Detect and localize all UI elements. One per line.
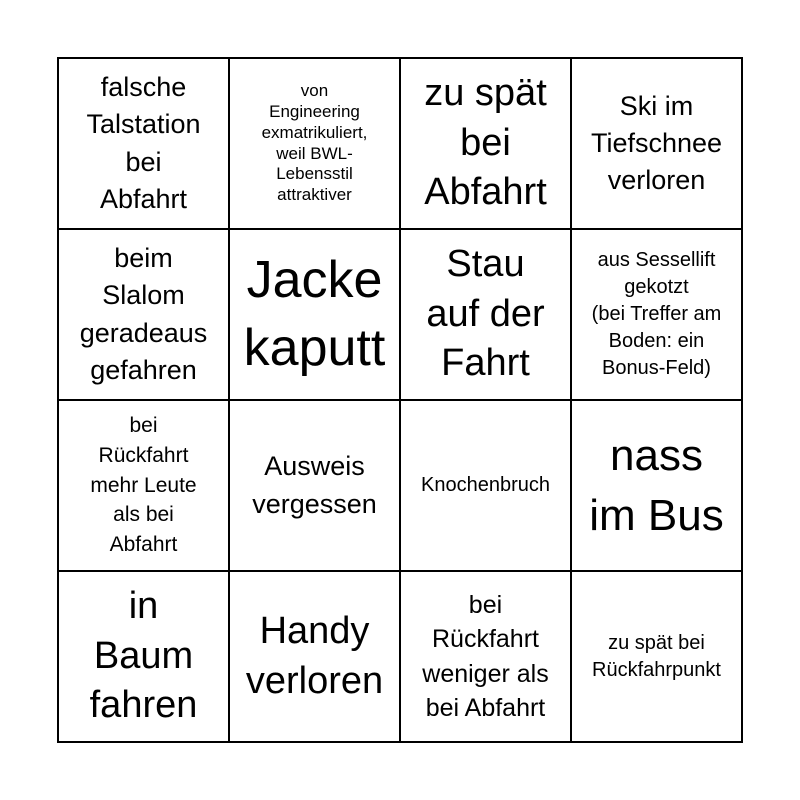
bingo-cell[interactable] bbox=[230, 230, 401, 401]
cell-text: nass im Bus bbox=[589, 430, 724, 540]
bingo-cell[interactable] bbox=[59, 230, 230, 401]
bingo-cell[interactable] bbox=[59, 401, 230, 572]
cell-text: Knochenbruch bbox=[421, 474, 550, 496]
cell-text: zu spät bei Abfahrt bbox=[424, 71, 547, 214]
bingo-cell[interactable] bbox=[572, 230, 743, 401]
cell-text: falsche Talstation bei Abfahrt bbox=[86, 72, 201, 214]
bingo-cell[interactable] bbox=[59, 59, 230, 230]
bingo-cell[interactable] bbox=[401, 401, 572, 572]
bingo-cell[interactable] bbox=[401, 59, 572, 230]
bingo-cell[interactable] bbox=[572, 401, 743, 572]
cell-text: bei Rückfahrt mehr Leute als bei Abfahrt bbox=[90, 413, 197, 557]
bingo-cell[interactable] bbox=[59, 572, 230, 743]
cell-text: Stau auf der Fahrt bbox=[426, 242, 545, 385]
bingo-cell[interactable] bbox=[572, 59, 743, 230]
cell-text: Handy verloren bbox=[245, 609, 384, 702]
cell-text: von Engineering exmatrikuliert, weil BWL- Lebensstil attraktiver bbox=[261, 81, 368, 204]
cell-text: bei Rückfahrt weniger als bei Abfahrt bbox=[422, 590, 549, 722]
bingo-cell[interactable] bbox=[401, 572, 572, 743]
cell-text: aus Sessellift gekotzt (bei Treffer am Boden: ein Bonus-Feld) bbox=[591, 249, 722, 379]
cell-text: Jacke kaputt bbox=[243, 250, 386, 377]
bingo-cell[interactable] bbox=[230, 59, 401, 230]
bingo-cell[interactable] bbox=[230, 401, 401, 572]
bingo-cell[interactable] bbox=[572, 572, 743, 743]
cell-text: beim Slalom geradeaus gefahren bbox=[79, 243, 208, 385]
bingo-cell[interactable] bbox=[230, 572, 401, 743]
cell-text: zu spät bei Rückfahrpunkt bbox=[592, 631, 721, 681]
cell-text: in Baum fahren bbox=[89, 584, 198, 727]
cell-text: Ski im Tiefschnee verloren bbox=[590, 90, 723, 196]
bingo-cell[interactable] bbox=[401, 230, 572, 401]
bingo-board bbox=[57, 57, 743, 743]
cell-text: Ausweis vergessen bbox=[252, 451, 377, 519]
